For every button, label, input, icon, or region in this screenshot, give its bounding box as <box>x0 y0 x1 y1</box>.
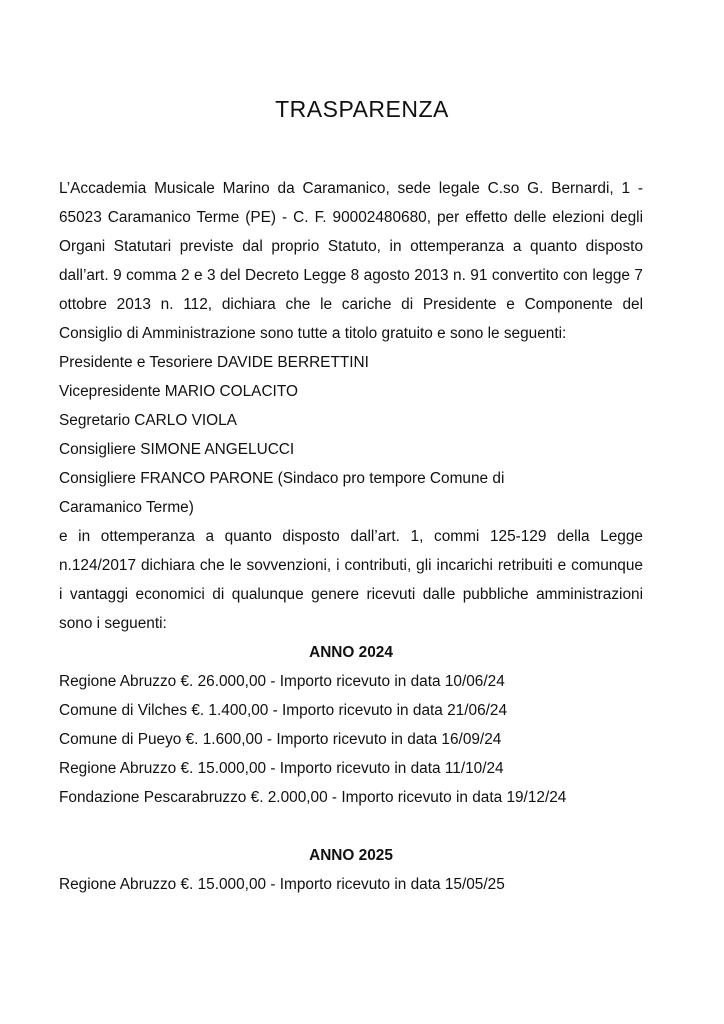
page-title: TRASPARENZA <box>275 96 449 122</box>
officers-list <box>59 348 643 522</box>
document-body <box>59 174 643 899</box>
funding-list-2024 <box>59 667 643 812</box>
funding-entry: Comune di Pueyo €. 1.600,00 - Importo ricevuto in data 16/09/24 <box>59 731 502 748</box>
officer-line: Segretario CARLO VIOLA <box>59 412 237 429</box>
declaration-paragraph: e in ottemperanza a quanto disposto dall’art. 1, commi 125-129 della Legge n.124/2017 dichiara che le sovvenzioni, i contributi, gli incarichi retribuiti e comunque i vantaggi economici di qualunque genere ricevuti dalle pubbliche amministrazioni sono i seguenti: <box>59 528 643 632</box>
officer-line: Vicepresidente MARIO COLACITO <box>59 383 298 400</box>
officer-line: Consigliere FRANCO PARONE (Sindaco pro tempore Comune di <box>59 470 505 487</box>
funding-entry: Comune di Vilches €. 1.400,00 - Importo ricevuto in data 21/06/24 <box>59 702 508 719</box>
officer-line: Caramanico Terme) <box>59 499 194 516</box>
funding-list-2025 <box>59 870 643 899</box>
section-spacer <box>59 812 643 841</box>
funding-entry: Regione Abruzzo €. 15.000,00 - Importo ricevuto in data 15/05/25 <box>59 876 505 893</box>
funding-entry: Fondazione Pescarabruzzo €. 2.000,00 - Importo ricevuto in data 19/12/24 <box>59 789 567 806</box>
intro-paragraph: L’Accademia Musicale Marino da Caramanico, sede legale C.so G. Bernardi, 1 - 65023 Caramanico Terme (PE) - C. F. 90002480680, per effetto delle elezioni degli Organi Statutari previste dal proprio Statuto, in ottemperanza a quanto disposto dall’art. 9 comma 2 e 3 del Decreto Legge 8 agosto 2013 n. 91 convertito con legge 7 ottobre 2013 n. 112, dichiara che le cariche di Presidente e Componente del Consiglio di Amministrazione sono tutte a titolo gratuito e sono le seguenti: <box>59 180 643 342</box>
officer-line: Consigliere SIMONE ANGELUCCI <box>59 441 295 458</box>
year-heading-2024: ANNO 2024 <box>309 644 393 661</box>
year-heading-2025: ANNO 2025 <box>309 847 393 864</box>
funding-entry: Regione Abruzzo €. 26.000,00 - Importo ricevuto in data 10/06/24 <box>59 673 505 690</box>
funding-entry: Regione Abruzzo €. 15.000,00 - Importo ricevuto in data 11/10/24 <box>59 760 504 777</box>
officer-line: Presidente e Tesoriere DAVIDE BERRETTINI <box>59 354 369 371</box>
